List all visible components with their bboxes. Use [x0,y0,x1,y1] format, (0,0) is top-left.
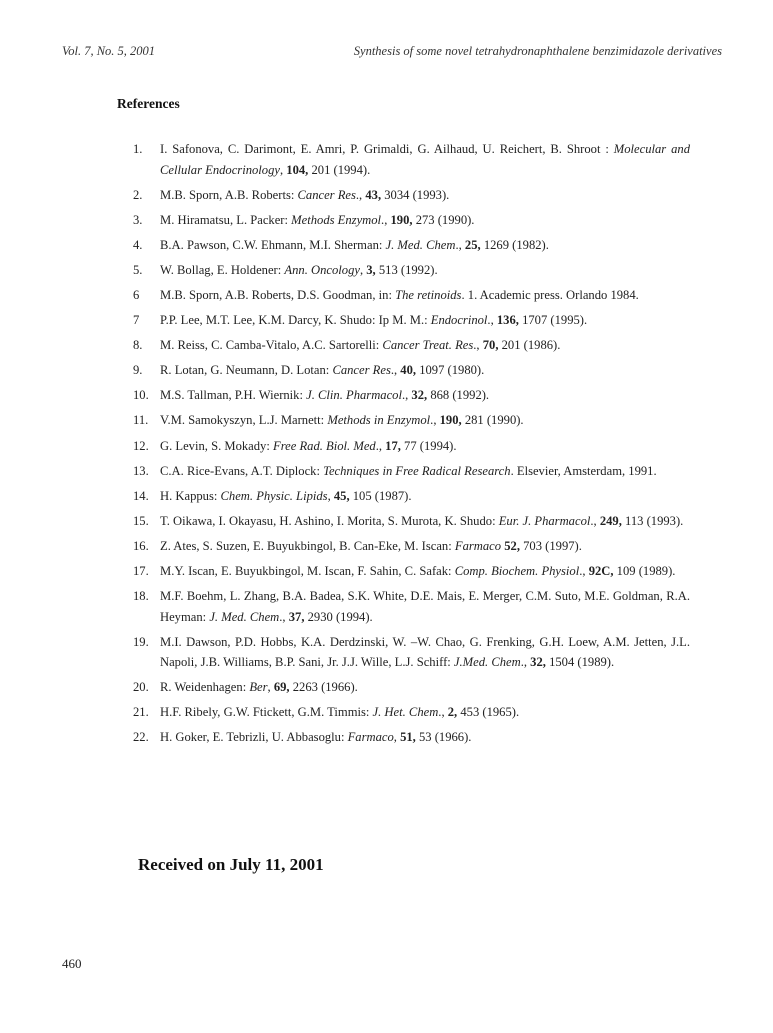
reference-item [133,310,690,331]
reference-number: 13. [133,463,149,478]
reference-segment: , [267,680,274,695]
reference-segment: R. Weidenhagen: [160,680,250,695]
journal-name: Methods Enzymol [291,212,382,227]
reference-number: 8. [133,338,143,353]
reference-item [133,285,690,306]
reference-segment: C.A. Rice-Evans, A.T. Diplock: [160,463,324,478]
reference-item [133,335,690,356]
volume-number: 69, [273,680,290,695]
reference-segment: Z. Ates, S. Suzen, E. Buyukbingol, B. Can-Eke, M. Iscan: [160,538,455,553]
reference-segment: 453 (1965). [457,705,520,720]
reference-segment: 201 (1994). [308,162,371,177]
journal-name: Cancer Res [332,363,391,378]
reference-segment: I. Safonova, C. Darimont, E. Amri, P. Grimaldi, G. Ailhaud, U. Reichert, B. Shroot : [160,142,614,156]
journal-name: Molecular and Cellular Endocrinology [160,142,691,177]
journal-name: The retinoids [395,287,462,302]
reference-segment: V.M. Samokyszyn, L.J. Marnett: [160,413,328,428]
reference-segment: H. Kappus: [160,488,221,503]
volume-number: 3, [366,262,376,277]
reference-segment: . 1. Academic press. Orlando 1984. [461,287,639,302]
reference-text [160,388,489,402]
reference-number: 22. [133,730,149,745]
reference-number: 12. [133,438,149,453]
reference-item [133,586,690,627]
reference-number: 4. [133,237,143,252]
reference-number: 18. [133,589,149,604]
reference-text [160,464,657,478]
volume-number: 92C, [588,564,614,578]
reference-text [160,142,690,177]
reference-segment: 3034 (1993). [381,187,450,202]
reference-text [160,489,412,503]
reference-segment: M.B. Sporn, A.B. Roberts: [160,187,298,202]
reference-number: 15. [133,513,149,528]
volume-number: 190, [390,212,413,227]
reference-segment: ., [520,655,531,670]
reference-segment: ., [430,413,440,428]
journal-name: Cancer Treat. Res [382,338,474,353]
reference-item [133,210,690,231]
journal-name: Farmaco [347,730,394,745]
journal-name: J. Het. Chem [372,705,439,720]
reference-text [160,313,587,327]
reference-segment: ., [355,187,366,202]
reference-segment: M.S. Tallman, P.H. Wiernik: [160,388,307,403]
reference-item [133,677,690,698]
reference-number: 17. [133,564,149,578]
volume-number: 51, [400,730,416,745]
reference-text [160,238,549,252]
journal-name: Techniques in Free Radical Research [323,463,511,478]
reference-segment: 109 (1989). [613,564,676,578]
reference-number: 6 [133,287,140,302]
reference-text [160,705,519,719]
journal-name: Cancer Res [297,187,356,202]
volume-number: 190, [439,413,462,428]
volume-number: 2, [447,705,458,720]
reference-number: 1. [133,142,143,156]
article-title: Synthesis of some novel tetrahydronaphthalene benzimidazole derivatives [353,44,722,58]
reference-segment: B.A. Pawson, C.W. Ehmann, M.I. Sherman: [160,237,386,252]
reference-number: 9. [133,363,143,378]
journal-name: Eur. J. Pharmacol [498,513,591,528]
reference-number: 7 [133,313,140,328]
reference-segment: R. Lotan, G. Neumann, D. Lotan: [160,363,333,378]
reference-number: 16. [133,538,149,553]
journal-volume: Vol. 7, No. 5, 2001 [62,44,156,58]
reference-segment: 273 (1990). [412,212,475,227]
journal-name: J. Med. Chem [209,609,280,624]
reference-segment: M. Reiss, C. Camba-Vitalo, A.C. Sartorelli: [160,338,383,353]
volume-number: 70, [482,338,499,353]
reference-segment: , [279,162,287,177]
reference-segment: , [359,262,367,277]
reference-text [160,514,683,528]
reference-segment: ., [473,338,483,353]
reference-segment: ., [579,564,589,578]
reference-segment: , [327,488,334,503]
journal-name: Comp. Biochem. Physiol [454,564,580,578]
reference-segment: 703 (1997). [519,538,582,553]
reference-item [133,727,690,748]
journal-name: Ann. Oncology [284,262,360,277]
journal-name: Chem. Physic. Lipids [220,488,328,503]
reference-segment: 53 (1966). [415,730,472,745]
reference-segment: 868 (1992). [427,388,490,403]
reference-segment: M. Hiramatsu, L. Packer: [160,212,292,227]
reference-segment: 113 (1993). [621,513,684,528]
reference-segment: ., [487,313,497,328]
reference-segment: 513 (1992). [375,262,438,277]
reference-number: 20. [133,680,149,695]
reference-segment: , [393,730,401,745]
reference-item [133,185,690,206]
journal-name: Free Rad. Biol. Med [273,438,376,453]
volume-number: 32, [530,655,546,670]
references-heading: References [117,96,180,111]
reference-text [160,564,675,578]
reference-list [133,139,690,753]
volume-number: 17, [385,438,401,453]
reference-segment: ., [375,438,386,453]
reference-segment: ., [401,388,412,403]
journal-name: J. Med. Chem [385,237,456,252]
reference-text [160,413,524,427]
reference-number: 2. [133,187,143,202]
reference-item [133,410,690,431]
reference-segment: P.P. Lee, M.T. Lee, K.M. Darcy, K. Shudo: Ip M. M.: [160,313,431,328]
reference-segment: 201 (1986). [498,338,561,353]
reference-segment: M.F. Boehm, L. Zhang, B.A. Badea, S.K. White, D.E. Mais, E. Merger, C.M. Suto, M.E. Goldman, R.A. Heyman: [160,589,690,624]
reference-segment: H. Goker, E. Tebrizli, U. Abbasoglu: [160,730,348,745]
reference-segment: 281 (1990). [461,413,524,428]
reference-text [160,730,471,744]
reference-segment: ., [279,609,289,624]
volume-number: 249, [599,513,622,528]
reference-segment: 1269 (1982). [480,237,549,252]
volume-number: 40, [400,363,417,378]
page-number: 460 [62,956,82,971]
reference-number: 14. [133,488,149,503]
reference-text [160,589,690,624]
reference-item [133,436,690,457]
journal-name: Methods in Enzymol [327,413,431,428]
reference-segment: 1707 (1995). [518,313,588,328]
reference-item [133,385,690,406]
volume-number: 37, [288,609,305,624]
reference-segment: ., [381,212,391,227]
reference-text [160,288,639,302]
volume-number: 25, [464,237,481,252]
reference-item [133,235,690,256]
reference-text [160,635,690,670]
reference-segment: . Elsevier, Amsterdam, 1991. [510,463,657,478]
reference-text [160,363,484,377]
reference-segment: M.Y. Iscan, E. Buyukbingol, M. Iscan, F. Sahin, C. Safak: [160,564,455,578]
reference-segment: M.B. Sporn, A.B. Roberts, D.S. Goodman, in: [160,287,396,302]
reference-number: 11. [133,413,149,428]
reference-text [160,680,358,694]
volume-number: 136, [496,313,519,328]
received-date: Received on July 11, 2001 [138,855,324,874]
reference-number: 21. [133,705,149,720]
reference-segment: T. Oikawa, I. Okayasu, H. Ashino, I. Morita, S. Murota, K. Shudo: [160,513,499,528]
reference-text [160,188,449,202]
journal-name: J.Med. Chem [453,655,521,670]
reference-segment: 2263 (1966). [289,680,358,695]
reference-item [133,702,690,723]
reference-item [133,536,690,557]
reference-segment: ., [390,363,401,378]
volume-number: 104, [286,162,309,177]
reference-text [160,539,582,553]
reference-item [133,486,690,507]
journal-name: Ber [249,680,268,695]
reference-segment: 2930 (1994). [304,609,373,624]
reference-item [133,360,690,381]
reference-segment: 77 (1994). [400,438,457,453]
journal-name: Farmaco [454,538,502,553]
reference-item [133,139,690,180]
journal-name: Endocrinol [430,313,488,328]
reference-text [160,213,474,227]
reference-text [160,263,438,277]
reference-text [160,338,560,352]
reference-segment: ., [438,705,448,720]
reference-number: 3. [133,212,143,227]
running-header [62,44,722,64]
volume-number: 45, [333,488,350,503]
reference-number: 10. [133,388,149,403]
volume-number: 43, [365,187,382,202]
reference-segment: M.I. Dawson, P.D. Hobbs, K.A. Derdzinski, W. –W. Chao, G. Frenking, G.H. Loew, A.M. Jetten, J.L. Napoli, J.B. Williams, B.P. Sani, Jr. J.J. Wille, L.J. Schiff: [160,634,690,670]
reference-item [133,511,690,532]
reference-item [133,561,690,582]
reference-segment: 105 (1987). [349,488,412,503]
reference-segment: W. Bollag, E. Holdener: [160,262,285,277]
reference-segment: H.F. Ribely, G.W. Ftickett, G.M. Timmis: [160,705,373,720]
reference-segment: 1097 (1980). [416,363,485,378]
reference-text [160,439,457,453]
reference-segment: ., [455,237,465,252]
journal-name: J. Clin. Pharmacol [306,388,402,403]
reference-number: 5. [133,262,143,277]
reference-item [133,461,690,482]
reference-segment: G. Levin, S. Mokady: [160,438,273,453]
volume-number: 32, [411,388,428,403]
volume-number: 52, [504,538,520,553]
reference-item [133,260,690,281]
reference-segment: 1504 (1989). [545,655,615,670]
reference-segment: ., [590,513,600,528]
reference-number: 19. [133,634,149,649]
reference-item [133,632,690,673]
